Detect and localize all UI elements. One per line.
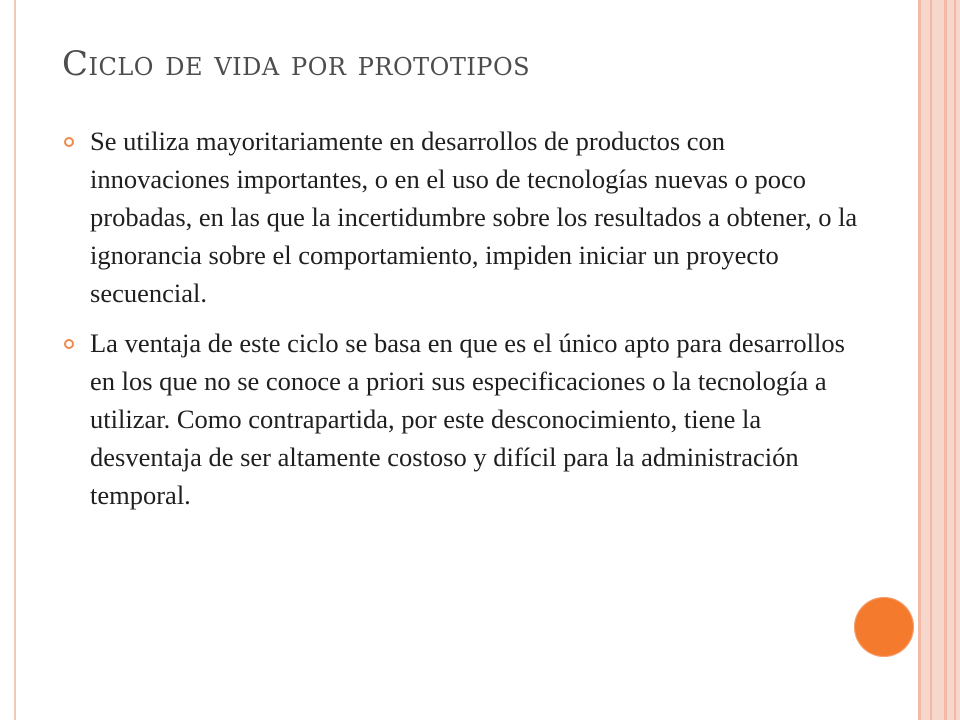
bullet-circle-icon — [64, 137, 74, 147]
bullet-list — [62, 122, 862, 526]
left-border-line — [14, 0, 16, 720]
bullet-item — [62, 122, 862, 312]
bullet-text: Se utiliza mayoritariamente en desarrollos de productos con innovaciones importantes, o en el uso de tecnologías nuevas o poco probadas, en las que la incertidumbre sobre los resultados a obtener, o la ignorancia sobre el comportamiento, impiden iniciar un proyecto secuencial. — [90, 126, 858, 308]
right-stripe — [944, 0, 947, 720]
right-stripe — [954, 0, 956, 720]
right-stripe — [918, 0, 921, 720]
slide-title: Ciclo de vida por prototipos — [62, 44, 531, 84]
bullet-circle-icon — [64, 339, 74, 349]
right-stripe — [930, 0, 932, 720]
bullet-text: La ventaja de este ciclo se basa en que es el único apto para desarrollos en los que no se conoce a priori sus especificaciones o la tecnología a utilizar. Como contrapartida, por este desconocimiento, tiene la desventaja de ser altamente costoso y difícil para la administración temporal. — [90, 328, 845, 510]
orange-circle-decoration — [854, 597, 914, 657]
bullet-item — [62, 324, 862, 514]
